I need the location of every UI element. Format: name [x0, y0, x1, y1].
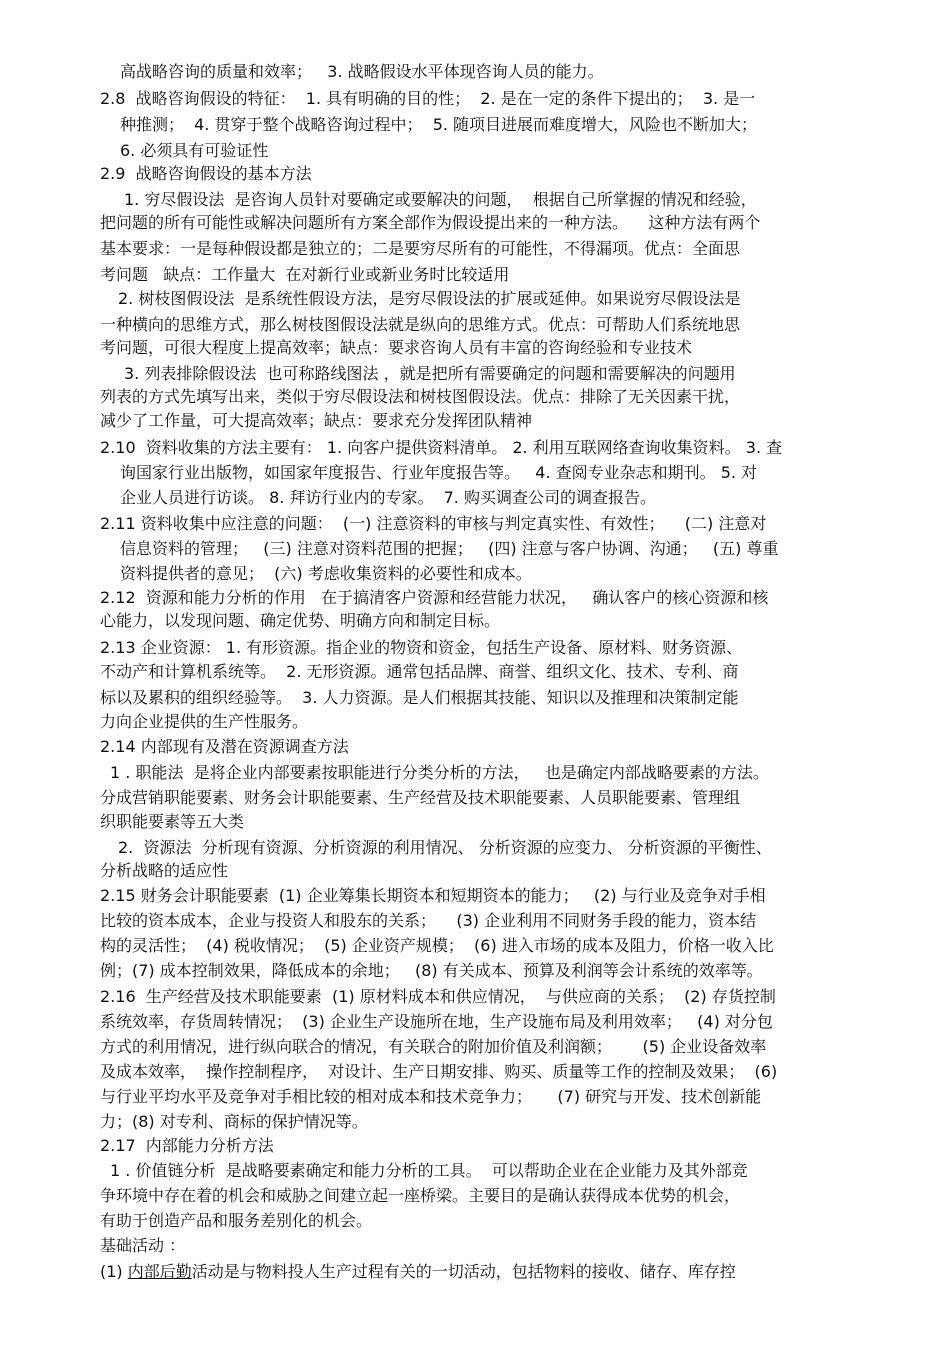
section-heading: 2.9 战略咨询假设的基本方法 — [100, 164, 312, 183]
text-line: 构的灵活性； (4) 税收情况； (5) 企业资产规模； (6) 进入市场的成本及阻力，价格一收入比 — [100, 936, 774, 955]
text-line: 1 . 职能法 是将企业内部要素按职能进行分类分析的方法， 也是确定内部战略要素的方法。 — [110, 763, 769, 782]
text-line: 6. 必须具有可验证性 — [120, 141, 269, 160]
section-heading: 2.17 内部能力分析方法 — [100, 1136, 274, 1155]
text-line: 方式的利用情况，进行纵向联合的情况，有关联合的附加价值及利润额； (5) 企业设备效率 — [100, 1037, 767, 1056]
underlined-term: 内部后勤 — [127, 1262, 192, 1281]
text-line: 及成本效率， 操作控制程序， 对设计、生产日期安排、购买、质量等工作的控制及效果； (6) — [100, 1062, 778, 1081]
text-line: 企业人员进行访谈。 8. 拜访行业内的专家。 7. 购买调查公司的调查报告。 — [120, 488, 656, 507]
text-line: 一种横向的思维方式，那么树枝图假设法就是纵向的思维方式。优点：可帮助人们系统地思 — [100, 315, 741, 334]
text-line: 力；(8) 对专利、商标的保护情况等。 — [100, 1112, 368, 1131]
text-line: 考问题 缺点：工作量大 在对新行业或新业务时比较适用 — [100, 265, 510, 284]
text-line: 把问题的所有可能性或解决问题所有方案全部作为假设提出来的一种方法。 这种方法有两个 — [100, 213, 761, 232]
text-line: 织职能要素等五大类 — [100, 812, 245, 831]
text-run: 活动是与物料投人生产过程有关的一切活动，包括物料的接收、储存、库存控 — [191, 1262, 736, 1281]
text-line: 2.10 资料收集的方法主要有： 1. 向客户提供资料清单。 2. 利用互联网络查询收集资料。 3. 查 — [100, 438, 783, 457]
text-line: 有助于创造产品和服务差别化的机会。 — [100, 1211, 373, 1230]
text-line: 基础活动 ： — [100, 1236, 186, 1255]
text-line: 争环境中存在着的机会和威胁之间建立起一座桥梁。主要目的是确认获得成本优势的机会， — [100, 1186, 741, 1205]
text-line: 分成营销职能要素、财务会计职能要素、生产经营及技术职能要素、人员职能要素、管理组 — [100, 788, 741, 807]
text-line: 2.12 资源和能力分析的作用 在于搞清客户资源和经营能力状况， 确认客户的核心资源和核 — [100, 588, 769, 607]
section-heading: 2.14 内部现有及潜在资源调查方法 — [100, 737, 349, 756]
text-line: 1. 穷尽假设法 是咨询人员针对要确定或要解决的问题， 根据自己所掌握的情况和经验， — [124, 190, 757, 209]
text-line: 例；(7) 成本控制效果，降低成本的余地； (8) 有关成本、预算及利润等会计系统的效率等。 — [100, 961, 763, 980]
text-line: 2. 树枝图假设法 是系统性假设方法，是穷尽假设法的扩展或延伸。如果说穷尽假设法是 — [118, 289, 741, 308]
text-line: 比较的资本成本，企业与投资人和股东的关系； (3) 企业利用不同财务手段的能力，资本结 — [100, 911, 757, 930]
text-line: 信息资料的管理； (三) 注意对资料范围的把握； (四) 注意与客户协调、沟通； (五) 尊重 — [120, 539, 779, 558]
text-line: 分析战略的适应性 — [100, 861, 229, 880]
text-line: 标以及累积的组织经验等。 3. 人力资源。是人们根据其技能、知识以及推理和决策制定能 — [100, 688, 739, 707]
text-line: 减少了工作量，可大提高效率；缺点：要求充分发挥团队精神 — [100, 411, 533, 430]
text-line: 2.15 财务会计职能要素 (1) 企业筹集长期资本和短期资本的能力； (2) 与行业及竞争对手相 — [100, 886, 766, 905]
text-line: 高战略咨询的质量和效率； 3. 战略假设水平体现咨询人员的能力。 — [120, 62, 604, 81]
text-line: 列表的方式先填写出来，类似于穷尽假设法和树枝图假设法。优点：排除了无关因素干扰， — [100, 387, 741, 406]
list-marker: (1) — [100, 1262, 128, 1281]
text-line: 2. 资源法 分析现有资源、分析资源的利用情况、 分析资源的应变力、 分析资源的平衡性、 — [118, 838, 772, 857]
text-line: 3. 列表排除假设法 也可称路线图法 ，就是把所有需要确定的问题和需要解决的问题用 — [124, 364, 736, 383]
text-line: 系统效率，存货周转情况； (3) 企业生产设施所在地，生产设施布局及利用效率； (4) 对分包 — [100, 1012, 773, 1031]
text-line: 心能力，以发现问题、确定优势、明确方向和制定目标。 — [100, 611, 501, 630]
text-line: 2.11 资料收集中应注意的问题： (一) 注意资料的审核与判定真实性、有效性； (二) 注意对 — [100, 514, 767, 533]
text-line: 与行业平均水平及竞争对手相比较的相对成本和技术竞争力； (7) 研究与开发、技术创新能 — [100, 1087, 762, 1106]
text-line: 2.13 企业资源： 1. 有形资源。指企业的物资和资金，包括生产设备、原材料、财务资源、 — [100, 638, 743, 657]
text-line: 1 . 价值链分析 是战略要素确定和能力分析的工具。 可以帮助企业在企业能力及其外部竞 — [110, 1161, 748, 1180]
text-line — [100, 1260, 736, 1284]
text-line: 资料提供者的意见； (六) 考虑收集资料的必要性和成本。 — [120, 564, 532, 583]
text-line: 力向企业提供的生产性服务。 — [100, 712, 309, 731]
text-line: 2.8 战略咨询假设的特征： 1. 具有明确的目的性； 2. 是在一定的条件下提出的； 3. 是一 — [100, 89, 756, 108]
text-line: 考问题，可很大程度上提高效率；缺点：要求咨询人员有丰富的咨询经验和专业技术 — [100, 338, 693, 357]
text-line: 种推测； 4. 贯穿于整个战略咨询过程中； 5. 随项目进展而难度增大，风险也不断加大； — [120, 115, 758, 134]
text-line: 基本要求：一是每种假设都是独立的；二是要穷尽所有的可能性，不得漏项。优点：全面思 — [100, 239, 741, 258]
text-line: 不动产和计算机系统等。 2. 无形资源。通常包括品牌、商誉、组织文化、技术、专利、商 — [100, 662, 739, 681]
text-line: 询国家行业出版物，如国家年度报告、行业年度报告等。 4. 查阅专业杂志和期刊。 5. 对 — [120, 463, 758, 482]
text-line: 2.16 生产经营及技术职能要素 (1) 原材料成本和供应情况， 与供应商的关系； (2) 存货控制 — [100, 987, 776, 1006]
